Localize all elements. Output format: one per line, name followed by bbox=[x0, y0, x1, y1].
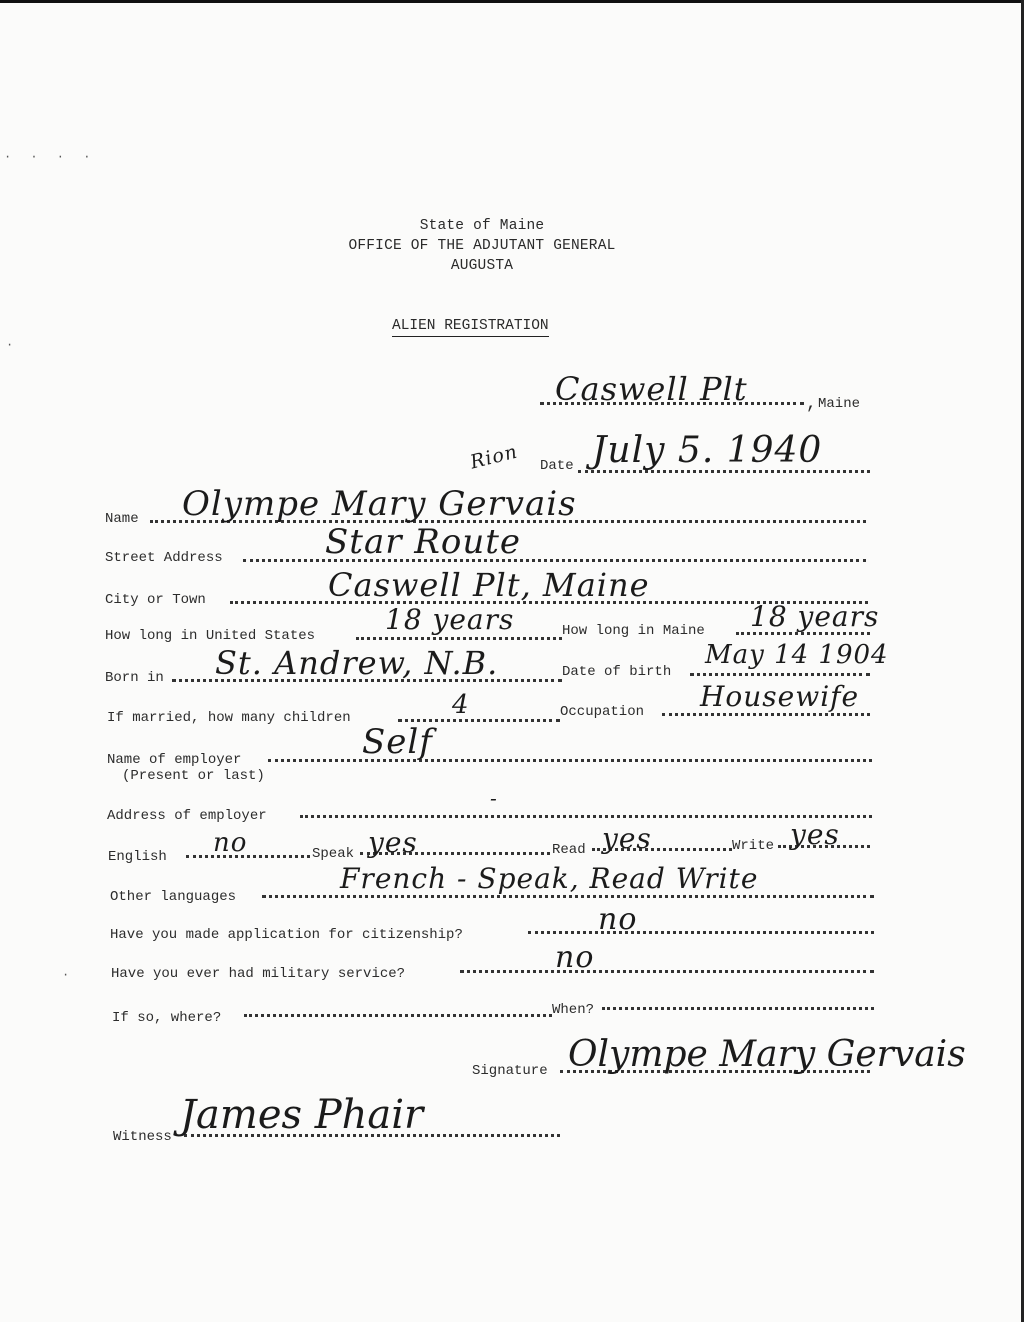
english-dots bbox=[186, 855, 310, 858]
date-note-value: Rion bbox=[468, 440, 521, 474]
city-label: City or Town bbox=[105, 592, 206, 608]
how-long-us-label: How long in United States bbox=[105, 628, 316, 644]
speak-label: Speak bbox=[312, 846, 355, 862]
street-value: Star Route bbox=[325, 522, 522, 562]
scan-speck: · · · · bbox=[4, 150, 97, 164]
occupation-value: Housewife bbox=[700, 680, 860, 713]
where-label: If so, where? bbox=[112, 1010, 222, 1026]
header-office: OFFICE OF THE ADJUTANT GENERAL bbox=[348, 238, 616, 254]
how-long-us-value: 18 years bbox=[385, 603, 515, 636]
name-value: Olympe Mary Gervais bbox=[182, 484, 577, 524]
header-state: State of Maine bbox=[419, 218, 545, 234]
other-languages-value: French - Speak, Read Write bbox=[340, 862, 759, 895]
scan-speck: · bbox=[6, 338, 14, 352]
how-long-maine-label: How long in Maine bbox=[562, 623, 705, 639]
employer-value: Self bbox=[362, 722, 433, 762]
header-city: AUGUSTA bbox=[450, 258, 514, 274]
occupation-label: Occupation bbox=[560, 704, 645, 720]
employer-address-dots bbox=[300, 815, 872, 818]
when-label: When? bbox=[552, 1002, 595, 1018]
how-long-maine-value: 18 years bbox=[750, 600, 880, 633]
scan-edge-top bbox=[0, 0, 1024, 3]
write-value: yes bbox=[790, 818, 840, 851]
children-value: 4 bbox=[452, 690, 470, 720]
form-title: ALIEN REGISTRATION bbox=[392, 318, 549, 337]
when-dots bbox=[602, 1007, 874, 1010]
signature-value: Olympe Mary Gervais bbox=[568, 1034, 966, 1075]
dob-label: Date of birth bbox=[562, 664, 672, 680]
children-label: If married, how many children bbox=[107, 710, 351, 726]
employer-label: Name of employer bbox=[107, 752, 242, 768]
employer-address-label: Address of employer bbox=[107, 808, 267, 824]
military-dots bbox=[460, 970, 874, 973]
where-dots bbox=[244, 1014, 552, 1017]
read-value: yes bbox=[602, 822, 652, 855]
dob-dots bbox=[690, 673, 870, 676]
military-value: no bbox=[555, 940, 595, 975]
employer-address-value: - bbox=[490, 786, 498, 810]
date-label: Date bbox=[540, 458, 574, 474]
place-town-value: Caswell Plt bbox=[555, 370, 748, 408]
city-value: Caswell Plt, Maine bbox=[328, 566, 650, 604]
dob-value: May 14 1904 bbox=[705, 640, 889, 670]
born-in-label: Born in bbox=[105, 670, 164, 686]
occupation-dots bbox=[662, 713, 870, 716]
write-label: Write bbox=[732, 838, 775, 854]
place-state-label: Maine bbox=[818, 396, 861, 412]
how-long-us-dots bbox=[356, 637, 562, 640]
witness-label: Witness bbox=[113, 1129, 172, 1145]
citizenship-label: Have you made application for citizenship? bbox=[110, 927, 463, 943]
military-label: Have you ever had military service? bbox=[111, 966, 406, 982]
english-value: no bbox=[213, 828, 248, 858]
citizenship-dots bbox=[528, 931, 874, 934]
employer-sublabel: (Present or last) bbox=[122, 768, 265, 784]
citizenship-value: no bbox=[598, 902, 638, 937]
employer-dots bbox=[268, 759, 872, 762]
read-label: Read bbox=[552, 842, 586, 858]
date-value: July 5. 1940 bbox=[592, 430, 823, 471]
witness-value: James Phair bbox=[180, 1092, 424, 1138]
signature-label: Signature bbox=[472, 1063, 548, 1079]
street-label: Street Address bbox=[105, 550, 223, 566]
speak-value: yes bbox=[368, 826, 418, 859]
other-languages-dots bbox=[262, 895, 874, 898]
born-in-value: St. Andrew, N.B. bbox=[215, 644, 499, 682]
scan-speck: · bbox=[62, 968, 70, 982]
other-languages-label: Other languages bbox=[110, 889, 237, 905]
name-label: Name bbox=[105, 511, 139, 527]
english-label: English bbox=[108, 849, 167, 865]
place-comma: , bbox=[806, 394, 817, 414]
